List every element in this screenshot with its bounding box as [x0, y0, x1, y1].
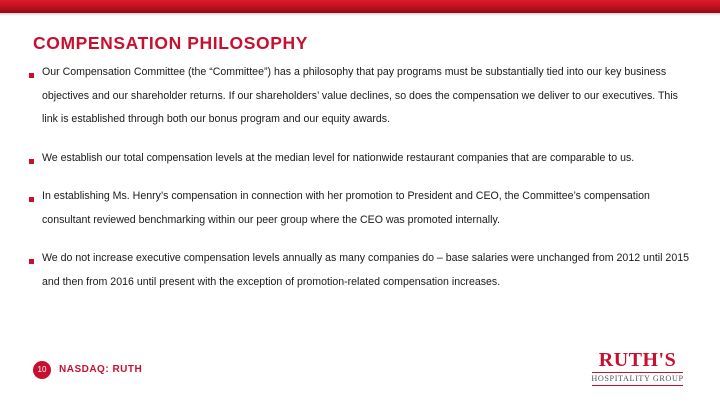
page-number: 10 [33, 361, 51, 379]
bullet-list [29, 67, 689, 294]
bullet-square-icon [29, 159, 34, 164]
bullet-item [29, 253, 689, 294]
logo-wordmark: RUTH'S [598, 349, 677, 371]
bullet-text: We establish our total compensation levels at the median level for nationwide restaurant companies that are comparable to us. [42, 151, 635, 164]
header-bar [0, 0, 720, 13]
bullet-text: We do not increase executive compensation levels annually as many companies do – base salaries were unchanged from 2012 until 2015 and then from 2016 until present with the exception of promotion-related compensation increases. [42, 252, 689, 288]
slide-title: COMPENSATION PHILOSOPHY [33, 33, 309, 53]
bullet-text: Our Compensation Committee (the “Committee”) has a philosophy that pay programs must be substantially tied into our key business objectives and our shareholder returns. If our shareholders’ value declines, so does the compensation we deliver to our executives. This link is established through both our bonus program and our equity awards. [42, 66, 678, 125]
logo-rule [592, 385, 683, 386]
company-logo [590, 349, 685, 389]
stock-ticker: NASDAQ: RUTH [59, 364, 143, 375]
bullet-text: In establishing Ms. Henry’s compensation in connection with her promotion to President and CEO, the Committee’s compensation consultant reviewed benchmarking within our peer group where the CEO was promoted internally. [42, 190, 650, 226]
bullet-item [29, 67, 689, 132]
bullet-item [29, 191, 689, 232]
bullet-item [29, 153, 689, 171]
bullet-square-icon [29, 197, 34, 202]
logo-subtitle: HOSPITALITY GROUP [591, 374, 684, 383]
header-bar-shadow [0, 13, 720, 16]
bullet-square-icon [29, 259, 34, 264]
bullet-square-icon [29, 73, 34, 78]
